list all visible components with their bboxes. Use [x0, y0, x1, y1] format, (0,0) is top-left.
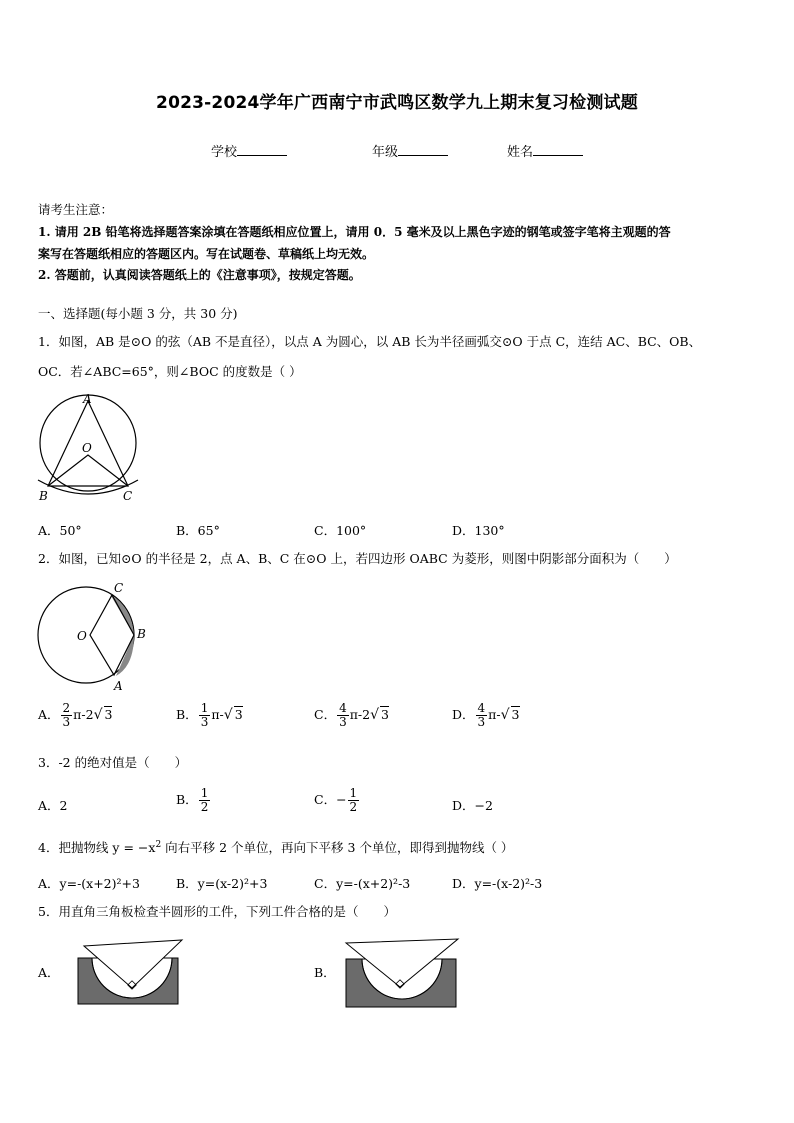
notice-item2: 2. 答题前，认真阅读答题纸上的《注意事项》，按规定答题。	[38, 268, 361, 282]
q2-option-a-fraction	[61, 702, 73, 729]
q3-option-c-fraction	[348, 787, 360, 814]
q1-option-b[interactable]: B．65°	[176, 523, 220, 538]
q2-option-d-mid: π-	[488, 707, 501, 722]
q1-stem-line2: OC．若∠ABC=65°，则∠BOC 的度数是（ ）	[38, 364, 302, 379]
name-blank[interactable]	[533, 143, 583, 156]
q1-figure	[30, 390, 145, 508]
q3-option-c-label: C．−	[314, 792, 347, 807]
q2-option-c-mid: π-2	[349, 707, 371, 722]
notice-item1-line2: 案写在答题纸相应的答题区内。写在试题卷、草稿纸上均无效。	[38, 247, 375, 261]
q4-option-d[interactable]: D．y=-(x-2)²-3	[452, 876, 543, 891]
q4-option-a[interactable]: A．y=-(x+2)²+3	[38, 876, 140, 891]
q2-option-b-rad: 3	[234, 707, 243, 722]
q2-option-d-label: D．	[452, 707, 475, 722]
q2-option-a-label: A．	[38, 707, 60, 722]
q2-option-d-num: 4	[477, 701, 486, 715]
q2-option-c-den: 3	[339, 715, 347, 729]
name-label: 姓名	[507, 145, 534, 160]
page-title: 2023-2024学年广西南宁市武鸣区数学九上期末复习检测试题	[156, 93, 638, 113]
name-field[interactable]	[507, 141, 583, 160]
q2-option-c[interactable]: C． $\frac{4}{3}$ π-2√ 3	[314, 701, 389, 729]
school-label: 学校	[211, 145, 238, 160]
notice-item1-line1: 1. 请用 2B 铅笔将选择题答案涂填在答题纸相应位置上，请用 0．5 毫米及以上黑色字迹的钢笔或签字笔将主观题的答	[38, 225, 671, 239]
q1-label-o: O	[82, 441, 92, 455]
q5-figure-b	[342, 937, 462, 1013]
q4-stem	[38, 834, 513, 859]
q2-option-b-den: 3	[200, 715, 209, 729]
q2-shaded-region	[110, 594, 134, 676]
q1-label-c: C	[123, 489, 133, 503]
section1-heading: 一、选择题(每小题 3 分，共 30 分)	[38, 306, 238, 321]
q2-option-a-mid: π-2	[73, 707, 94, 722]
school-field[interactable]	[211, 141, 287, 160]
q3-option-c[interactable]	[314, 787, 360, 814]
q1-stem-line1: 1．如图，AB 是⊙O 的弦（AB 不是直径），以点 A 为圆心，以 AB 长为半径画弧交⊙O 于点 C，连结 AC、BC、OB、	[38, 334, 702, 349]
q2-option-b-num: 1	[200, 701, 209, 715]
q2-option-a[interactable]: A． $\frac{2}{3}$ π-2√ 3	[38, 701, 113, 729]
q2-option-c-rad: 3	[381, 707, 389, 722]
q3-option-a[interactable]: A．2	[38, 798, 68, 813]
q1-label-a: A	[83, 392, 92, 406]
q2-label-o: O	[77, 629, 87, 643]
school-blank[interactable]	[237, 143, 287, 156]
q4-stem-suffix: 向右平移 2 个单位，再向下平移 3 个单位，即得到抛物线（ ）	[161, 840, 514, 856]
q2-option-a-den: 3	[62, 715, 71, 729]
q3-option-b-label: B．	[176, 792, 198, 807]
q5-option-a-label[interactable]: A．	[38, 965, 60, 980]
q3-option-d[interactable]: D．−2	[452, 798, 493, 813]
q1-option-a[interactable]: A．50°	[38, 523, 82, 538]
q2-label-a: A	[114, 679, 123, 693]
q3-option-b-num: 1	[200, 786, 209, 800]
q2-option-c-fraction	[337, 702, 349, 729]
q1-option-d[interactable]: D．130°	[452, 523, 505, 538]
q2-label-b: B	[137, 627, 146, 641]
q2-label-c: C	[114, 581, 124, 595]
q4-option-c[interactable]: C．y=-(x+2)²-3	[314, 876, 411, 891]
q5-figure-a	[74, 938, 189, 1010]
q5-option-b-label[interactable]: B．	[314, 965, 336, 980]
q2-option-b-mid: π-	[211, 707, 224, 722]
grade-label: 年级	[372, 145, 399, 160]
grade-blank[interactable]	[398, 143, 448, 156]
q3-option-b-den: 2	[200, 800, 209, 814]
q2-option-d[interactable]: D． $\frac{4}{3}$ π-√ 3	[452, 701, 520, 729]
q3-option-b-fraction	[199, 787, 211, 814]
q5-stem: 5．用直角三角板检查半圆形的工件，下列工件合格的是（ ）	[38, 904, 396, 919]
q2-option-b-fraction	[199, 702, 211, 729]
grade-field[interactable]	[372, 141, 448, 160]
q2-option-a-rad: 3	[104, 707, 113, 722]
notice-heading: 请考生注意：	[38, 202, 114, 217]
q3-stem: 3．-2 的绝对值是（ ）	[38, 755, 188, 770]
q2-option-d-fraction	[476, 702, 488, 729]
q2-option-d-den: 3	[477, 715, 486, 729]
q3-option-c-num: 1	[349, 786, 358, 800]
q4-stem-prefix: 4．把抛物线 y = −x	[38, 840, 156, 856]
q1-option-c[interactable]: C．100°	[314, 523, 367, 538]
q2-figure	[30, 578, 155, 693]
q2-option-d-rad: 3	[511, 707, 520, 722]
q2-option-b[interactable]: B． $\frac{1}{3}$ π-√ 3	[176, 701, 243, 729]
q2-option-c-num: 4	[339, 701, 347, 715]
q2-stem: 2．如图，已知⊙O 的半径是 2，点 A、B、C 在⊙O 上，若四边形 OABC 为菱形，则图中阴影部分面积为（ ）	[38, 551, 677, 566]
q2-option-b-label: B．	[176, 707, 198, 722]
q2-option-a-num: 2	[62, 701, 71, 715]
q4-stem-exponent: 2	[155, 840, 162, 850]
q3-option-b[interactable]	[176, 787, 211, 814]
q3-option-c-den: 2	[349, 800, 358, 814]
q4-option-b[interactable]: B．y=(x-2)²+3	[176, 876, 268, 891]
q1-label-b: B	[39, 489, 48, 503]
q2-option-c-label: C．	[314, 707, 337, 722]
